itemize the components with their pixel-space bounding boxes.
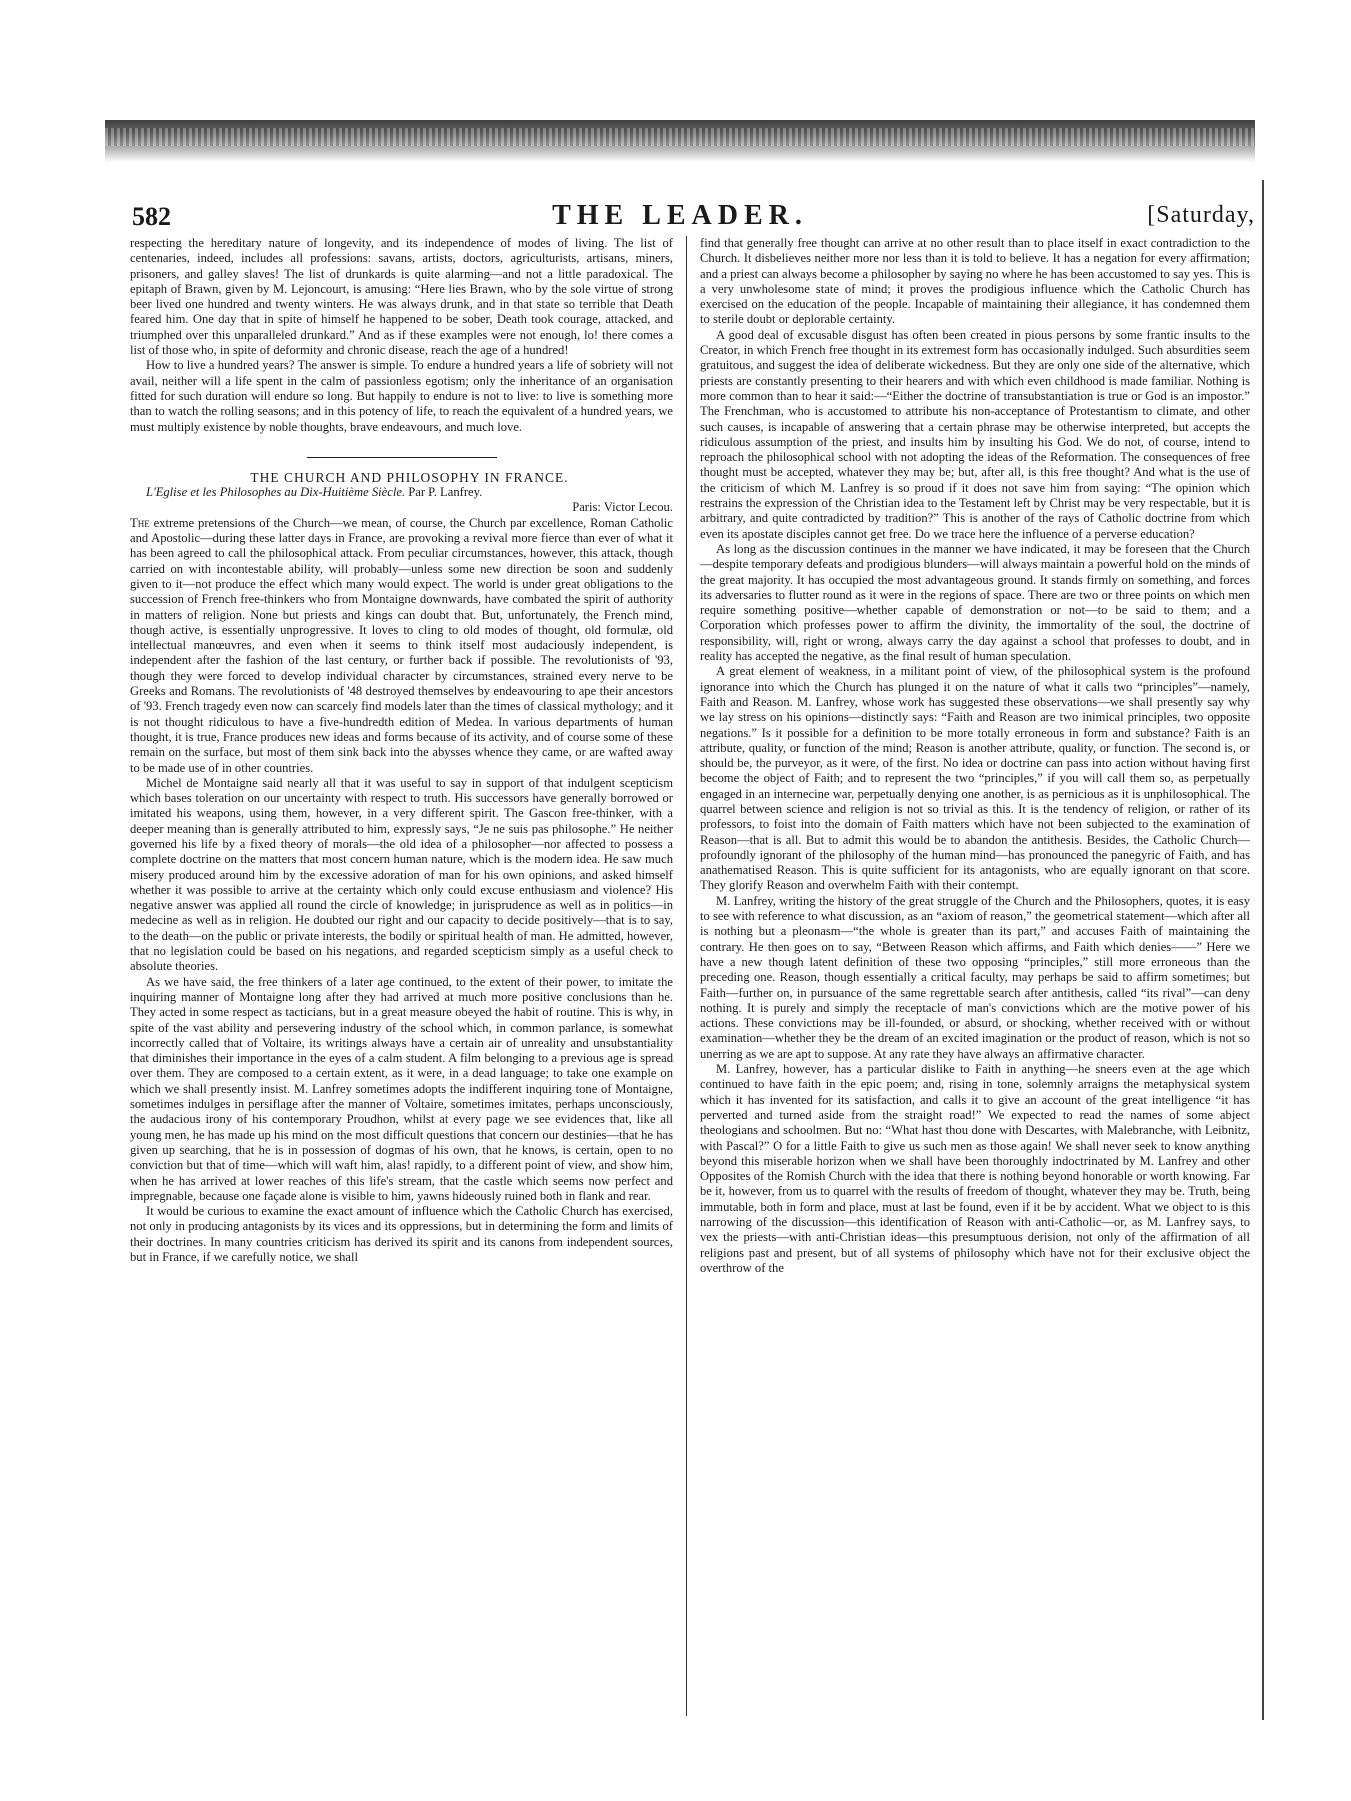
article-title: THE CHURCH AND PHILOSOPHY IN FRANCE. xyxy=(250,469,569,485)
book-reference xyxy=(130,485,673,500)
intro-paragraph-1: respecting the hereditary nature of longevity, and its independence of modes of living. The list of centenaries, indeed, includes all professions: savans, artists, doctors, agriculturists, artisans, miners, prisoners, and galley slaves! The list of drunkards is quite alarming—and not a little paradoxical. The epitaph of Brawn, given by M. Lejoncourt, is amusing: “Here lies Brawn, who by the sole virtue of strong beer lived one hundred and twenty winters. He was always drunk, and in that state so terrible that Death feared him. One day that in spite of himself he happened to be sober, Death took courage, attacked, and triumphed over this unparalleled drunkard.” And as if these examples were not enough, lo! there comes a list of those who, in spite of deformity and chronic disease, reach the age of a hundred! xyxy=(130,236,673,358)
page-edge-rule xyxy=(1262,180,1264,1720)
right-paragraph-6: M. Lanfrey, however, has a particular dislike to Faith in anything—he sneers even at the age which continued to have faith in the epic poem; and, rising in tone, solemnly arraigns the metaphysical system which it has invented for its satisfaction, and calls it to give an account of the great intelligence “it has perverted and turned aside from the straight road!” We expected to read the names of some abject theologians and schoolmen. But no: “What hast thou done with Descartes, with Malebranche, with Leibnitz, with Pascal?” O for a little Faith to give us such men as those again! We shall never seek to know anything beyond this miserable horizon when we shall have been thoroughly indoctrinated by M. Lanfrey and other Opposites of the Romish Church with the idea that there is nothing beyond honorable or worth knowing. Far be it, however, from us to quarrel with the results of freedom of thought, whatever they may be. Truth, being immutable, both in form and place, must at last be found, even if it be by accident. What we object to is this narrowing of the discussion—this identification of Reason with anti-Catholic—or, as M. Lanfrey says, to vex the priests—with anti-Christian ideas—this presumptuous derision, not only of the affirmation of all religions past and present, but of all systems of philosophy which have not for their exclusive object the overthrow of the xyxy=(700,1062,1250,1275)
article-paragraph-4: It would be curious to examine the exact amount of influence which the Catholic Church has exercised, not only in producing antagonists by its vices and its oppressions, but in determining the form and limits of their doctrines. In many countries criticism has derived its spirit and its canons from independent sources, but in France, if we carefully notice, we shall xyxy=(130,1204,673,1264)
right-column xyxy=(700,236,1250,1276)
page-header xyxy=(130,196,1255,236)
article-paragraph-3: As we have said, the free thinkers of a later age continued, to the extent of their power, to imitate the inquiring manner of Montaigne long after they had arrived at much more positive conclusions than he. They acted in some respect as tacticians, but in a great measure obeyed the habit of routine. This is why, in spite of the vast ability and persevering industry of the school which, in common parlance, is somewhat incorrectly called that of Voltaire, its writings always have a certain air of unreality and unsubstantiality that diminishes their importance in the eyes of a calm student. A film belonging to a previous age is spread over them. They are composed to a certain extent, as it were, in a dead language; to take one example on which we shall presently insist. M. Lanfrey sometimes adopts the indifferent inquiring tone of Montaigne, sometimes indulges in persiflage after the manner of Voltaire, sometimes imitates, perhaps unconsciously, the audacious irony of his contemporary Proudhon, whilst at every page we see evidences that, like all young men, he has made up his mind on the most difficult questions that concern our destinies—that he has given up searching, that he is in possession of dogmas of his own, that he knows, is certain, open to no conviction but that of time—which will waft him, alas! rapidly, to a different point of view, and show him, when he has arrived at lower reaches of this life's stream, that the castle which seems now perfect and impregnable, because one façade alone is visible to him, yawns hideously ruined both in flank and rear. xyxy=(130,974,673,1203)
right-paragraph-5: M. Lanfrey, writing the history of the great struggle of the Church and the Philosophers, quotes, it is easy to see with reference to what discussion, as an “axiom of reason,” the geometrical statement—which after all is nothing but a pleonasm—“the whole is greater than its part,” and accuses Faith of maintaining the contrary. He then goes on to say, “Between Reason which affirms, and Faith which denies——” Here we have a new though latent definition of these two opposing “principles,” still more erroneous than the preceding one. Reason, though essentially a critical faculty, may perhaps be said to affirm sometimes; but Faith—further on, in pursuance of the same regrettable search after antithesis, called “its rival”—can deny nothing. It is purely and simply the receptacle of man's convictions which are the motive power of his actions. These convictions may be ill-founded, or absurd, or shocking, whether received with or without examination—whether they be the dream of an excited imagination or the product of reason, which is not so unerring as we are apt to suppose. At any rate they have always an affirmative character. xyxy=(700,893,1250,1061)
book-title: L'Eglise et les Philosophes au Dix-Huitième Siècle. xyxy=(146,485,406,500)
right-paragraph-3: As long as the discussion continues in the manner we have indicated, it may be foreseen that the Church—despite temporary defeats and prodigious blunders—will always maintain a powerful hold on the minds of the great majority. It has occupied the most advantageous ground. It stands firmly on something, and forces its adversaries to flutter round as it were in the regions of space. There are two or three points on which men require something positive—whether capable of demonstration or not—to be said to them; and a Corporation which professes power to affirm the divinity, the immortality of the soul, the doctrine of responsibility, will, right or wrong, always carry the day against a school that professes to doubt, and in reality has accepted the negative, as the final result of human speculation. xyxy=(700,541,1250,664)
column-rule xyxy=(686,236,687,1716)
right-paragraph-2: A good deal of excusable disgust has often been created in pious persons by some frantic insults to the Creator, in which French free thought in its extremest form has occasionally indulged. Such absurdities seem gratuitous, and suggest the idea of deliberate wickedness. But they are only one side of the alternative, which priests are constantly presenting to their hearers and with which even childhood is made familiar. Nothing is more common than to hear it said:—“Either the doctrine of transubstantiation is true or God is an impostor.” The Frenchman, who is accustomed to attribute his non-acceptance of Protestantism to climate, and other such causes, is incapable of answering that a certain phrase may be otherwise interpreted, but accepts the ridiculous assumption of the priest, and insults him by insulting his God. We do not, of course, intend to reproach the philosophical school with not adopting the ideas of the Reformation. The consequences of free thought must be accepted, whatever they may be; but, after all, is this free thought? And what is the use of the criticism of which M. Lanfrey is so proud if it does not save him from saying: “The opinion which restrains the expression of the Christian idea to the Testament left by Christ may be very respectable, but it is arbitrary, and quite contradicted by tradition?” This is another of the rays of Catholic doctrine from which even its apostate disciples cannot get free. Do we trace here the influence of a perverse education? xyxy=(700,327,1250,541)
right-paragraph-4: A great element of weakness, in a militant point of view, of the philosophical system is the profound ignorance into which the Church has plunged it on the nature of what it calls two “principles”—namely, Faith and Reason. M. Lanfrey, whose work has suggested these observations—we shall presently say why we lay stress on his opinions—distinctly says: “Faith and Reason are two inimical principles, two opposite negations.” Is it possible for a definition to be more totally erroneous in form and substance? Faith is an attribute, quality, or function of the mind; Reason is another attribute, quality, or function. The second is, or should be, the purveyor, as it were, of the first. No idea or doctrine can pass into action without having first become the object of Faith; and to represent the two “principles,” if you will call them so, as perpetually engaged in an internecine war, perpetually denying one another, is as pernicious as it is unphilosophical. The quarrel between science and religion is not so trivial as this. It is the tendency of religion, or rather of its professors, to foist into the domain of Faith matters which have not been subjected to the examination of Reason—that is all. But to admit this would be to abandon the antithesis. Besides, the Catholic Church—profoundly ignorant of the philosophy of the human mind—has pronounced the panegyric of Faith, and has anathematised Reason. This is quite sufficient for its antagonists, who are equally ignorant on that score. They glorify Reason and overwhelm Faith with their contempt. xyxy=(700,664,1250,893)
issue-day: [Saturday, xyxy=(1147,202,1255,228)
publisher: Paris: Victor Lecou. xyxy=(572,500,673,515)
scan-shadow xyxy=(105,120,1255,162)
intro-paragraph-2: How to live a hundred years? The answer is simple. To endure a hundred years a life of sobriety will not avail, neither will a life spent in the calm of passionless egotism; only the inheritance of an organisation fitted for such duration will endure so long. But happily to endure is not to live: to live is something more than to watch the rolling seasons; and in this potency of life, to reach the equivalent of a hundred years, we must multiply existence by noble thoughts, brave endeavours, and much love. xyxy=(130,358,673,434)
article-paragraph-2: Michel de Montaigne said nearly all that it was useful to say in support of that indulgent scepticism which bases toleration on our uncertainty with respect to truth. His successors have generally borrowed or imitated his weapons, using them, however, in a very different spirit. The Gascon free-thinker, with a deeper meaning than is generally attributed to him, expressly says, “Je ne suis pas philosophe.” He neither governed his life by a fixed theory of morals—the old idea of a philosopher—nor affected to possess a complete doctrine on the matters that most concern human nature, which is the modern idea. He saw much misery produced around him by the excessive adoration of man for his own opinions, and asked himself whether it was possible to arrive at the certainty which only could excuse enthusiasm and violence? His negative answer was applied all round the circle of knowledge; in jurisprudence as well as in politics—in medecine as well as in religion. He doubted our right and our capacity to decide positively—that is to say, to the death—on the public or private interests, the bodily or spiritual health of man. He admitted, however, that no legislation could be based on his negations, and regarded scepticism simply as a useful check to absolute theories. xyxy=(130,775,673,974)
right-paragraph-1: find that generally free thought can arrive at no other result than to place itself in exact contradiction to the Church. It disbelieves neither more nor less than it is told to believe. It has a negation for every affirmation; and a priest can always become a philosopher by saying no where he has been accustomed to say yes. This is a very unwholesome state of mind; it proves the prodigious influence which the Catholic Church has exercised on the education of the people. Incapable of maintaining their allegiance, it has condemned them to sterile doubt or deplorable certainty. xyxy=(700,236,1250,327)
article-paragraph-1-text: extreme pretensions of the Church—we mean, of course, the Church par excellence, Roman Catholic and Apostolic—during these latter days in France, are provoking a revival more fierce than ever of what it has been agreed to call the philosophical attack. From peculiar circumstances, however, this attack, though carried on with incontestable ability, will probably—unless some new direction be soon and suddenly given to it—not produce the effect which many would expect. The world is under great obligations to the succession of French free-thinkers who from Montaigne downwards, have combated the spirit of authority in matters of religion. None but priests and kings can doubt that. But, unfortunately, the French mind, though active, is essentially unprogressive. It loves to cling to old modes of thought, old formulæ, old intellectual manœuvres, and even when it seems to think itself most audaciously independent, is independent after the fashion of the last century, or further back if possible. The revolutionists of '93, though they were forced to develop individual character by circumstances, strained every nerve to be Greeks and Romans. The revolutionists of '48 destroyed themselves by endeavouring to ape their ancestors of '93. French tragedy even now can scarcely find models later than the times of classical mythology; and it is not thought ridiculous to have a five-hundredth edition of Medea. In various departments of human thought, it is true, France produces new ideas and forms because of its activity, and of course some of these remain on the surface, but most of them sink back into the abysses whence they came, or are wafted away to be made use of in other countries. xyxy=(130,515,673,775)
article-paragraph-1 xyxy=(130,516,673,776)
page-number: 582 xyxy=(132,202,171,231)
section-divider xyxy=(307,457,497,458)
book-author: Par P. Lanfrey. xyxy=(408,485,483,500)
left-column xyxy=(130,236,673,1265)
masthead-title: THE LEADER. xyxy=(552,200,808,231)
lead-in: The xyxy=(130,515,150,530)
